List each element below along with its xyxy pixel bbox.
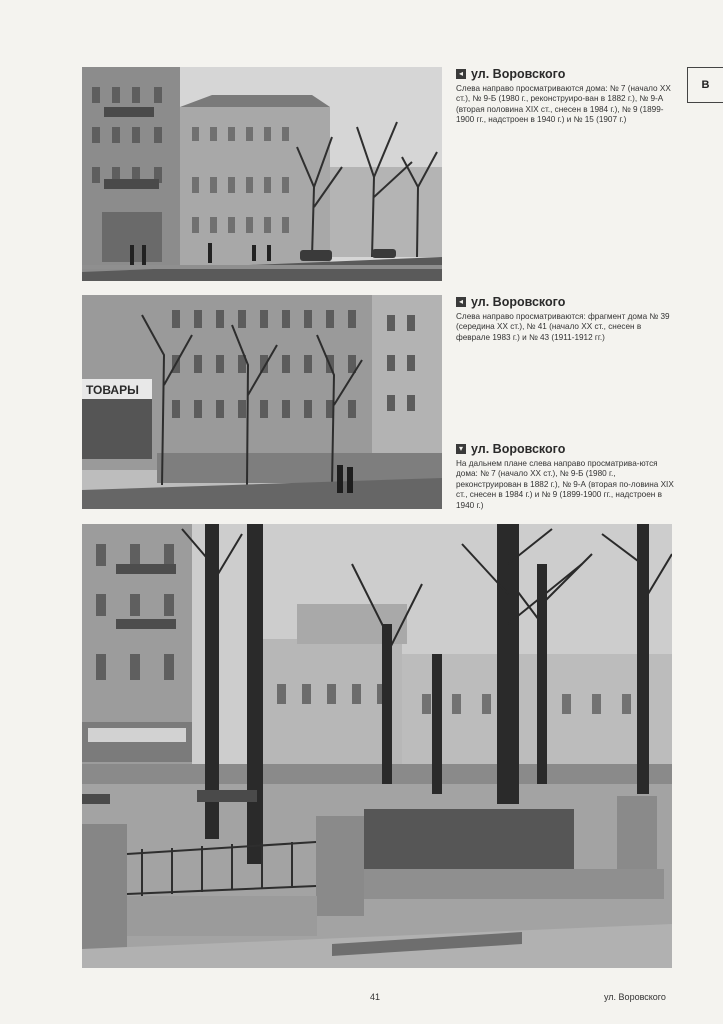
page-number: 41 [370, 992, 381, 1002]
caption-bottom-title: ул. Воровского [471, 442, 566, 456]
caption-bottom-text: На дальнем плане слева направо просматрива-ются дома: № 7 (начало XX ст.), № 9-Б (1980 г., реконструирован в 1882 г.), № 9-А (вторая по-ловина XIX ст., снесен в 1984 г.) и № 9 (1899-1900 гг., надстроен в 1940 г.) [456, 459, 674, 510]
caption-middle [456, 295, 674, 343]
arrow-left-icon: ◂ [456, 297, 466, 307]
arrow-down-icon: ▾ [456, 444, 466, 454]
photo-top-street [82, 67, 442, 281]
caption-middle-header [456, 295, 674, 309]
caption-bottom-header [456, 442, 674, 456]
arrow-left-icon: ◂ [456, 69, 466, 79]
caption-top [456, 67, 674, 126]
photo-middle-street [82, 295, 442, 509]
caption-top-text: Слева направо просматриваются дома: № 7 (начало XX ст.), № 9-Б (1980 г., реконструиро-ван в 1882 г.), № 9-А (вторая половина XIX ст., снесен в 1984 г.), № 9 (1899-1900 гг., надстроен в 1940 г.) и № 15 (1907 г.) [456, 84, 671, 125]
caption-middle-text: Слева направо просматриваются: фрагмент дома № 39 (середина XX ст.), № 41 (начало XX ст., снесен в феврале 1983 г.) и № 43 (1911-1912 гг.) [456, 312, 670, 342]
caption-top-title: ул. Воровского [471, 67, 566, 81]
caption-middle-title: ул. Воровского [471, 295, 566, 309]
shop-sign: ТОВАРЫ [86, 383, 139, 397]
caption-bottom [456, 442, 674, 511]
caption-top-header [456, 67, 674, 81]
photo-top-street-image [82, 67, 442, 281]
section-tab: В [687, 67, 723, 103]
photo-bottom-square [82, 524, 672, 968]
running-title: ул. Воровского [604, 992, 666, 1002]
photo-bottom-square-image [82, 524, 672, 968]
photo-middle-street-image [82, 295, 442, 509]
